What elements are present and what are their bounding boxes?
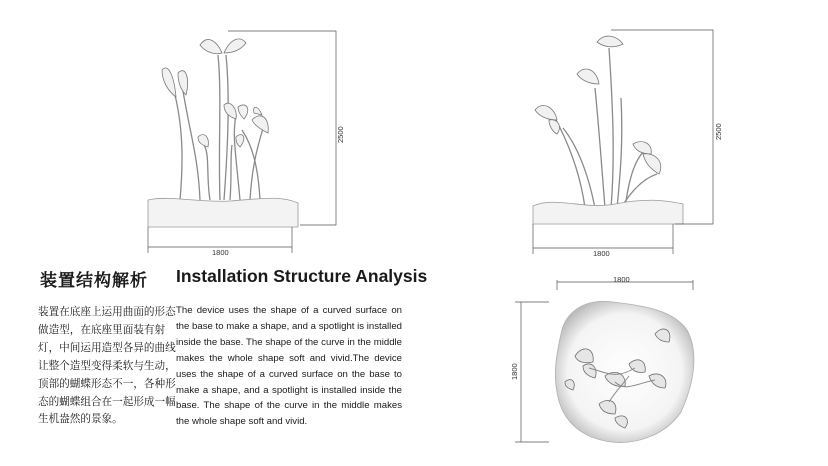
top-view-width-dimension: 1800 [613,275,630,284]
section-title-cn: 装置结构解析 [40,271,148,291]
front-view-height-dimension: 2500 [336,126,345,143]
front-view-drawing [140,25,360,260]
front-view-width-dimension: 1800 [212,248,229,257]
section-title-en: Installation Structure Analysis [176,266,428,286]
description-cn: 装置在底座上运用曲面的形态做造型，在底座里面装有射灯，中间运用造型各异的曲线让整个造型变得柔软与生动，顶部的蝴蝶形态不一，各种形态的蝴蝶组合在一起形成一幅生机盎然的景象。 [38,306,176,426]
side-view-height-dimension: 2500 [714,123,723,140]
front-view-base [148,198,298,227]
side-view-width-dimension: 1800 [593,249,610,258]
side-view-drawing [525,28,735,263]
front-view-butterflies [162,39,268,147]
top-view-drawing [505,272,720,457]
description-en: The device uses the shape of a curved surface on the base to make a shape, and a spotlight is installed inside the base. The shape of the curve in the middle makes the whole shape soft and vivid.The device uses the shape of a curved surface on the base to make a shape, and a spotlight is installed inside the base. The shape of the curve in the middle makes the whole shape soft and vivid. [176,305,402,428]
front-view-stems [175,55,264,200]
side-view-stems [555,48,657,208]
side-view-base [533,200,683,224]
top-view-height-dimension: 1800 [510,363,519,380]
